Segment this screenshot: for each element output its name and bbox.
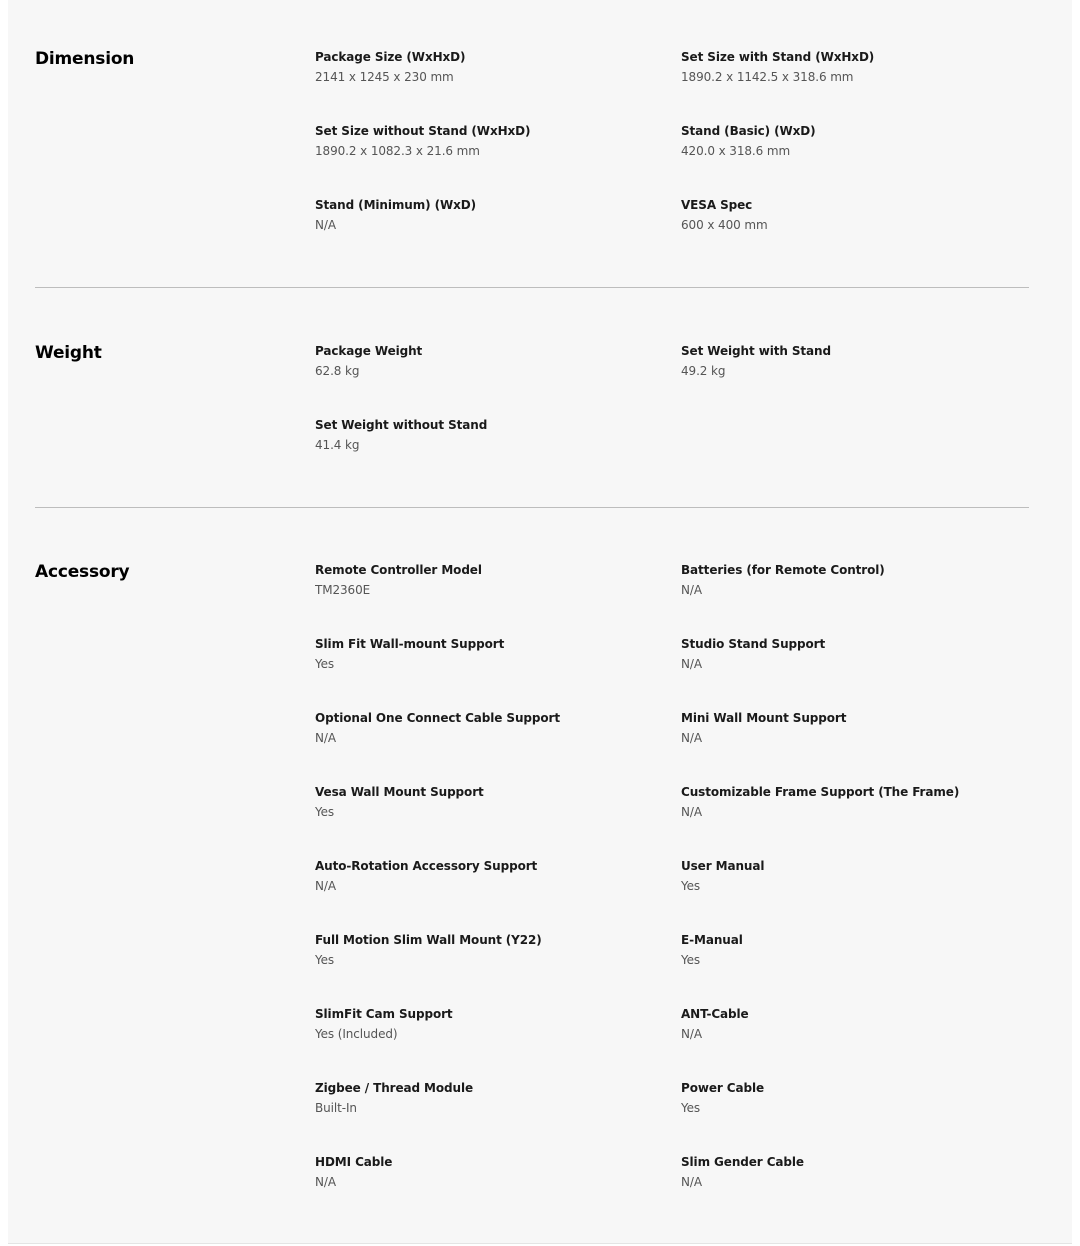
- spec-label: Mini Wall Mount Support: [681, 711, 847, 725]
- spec-item: [681, 560, 1015, 634]
- spec-label: Set Weight with Stand: [681, 344, 831, 358]
- spec-item: [315, 415, 681, 489]
- spec-item: [315, 1078, 681, 1152]
- spec-value: N/A: [681, 583, 702, 597]
- spec-value: Yes: [681, 879, 701, 893]
- spec-label: Set Size without Stand (WxHxD): [315, 124, 531, 138]
- spec-label: ANT-Cable: [681, 1007, 749, 1021]
- spec-value: 600 x 400 mm: [681, 218, 768, 232]
- spec-item: [315, 560, 681, 634]
- spec-value: TM2360E: [315, 583, 371, 597]
- spec-label: SlimFit Cam Support: [315, 1007, 453, 1021]
- spec-label: Zigbee / Thread Module: [315, 1081, 474, 1095]
- spec-value: 1890.2 x 1142.5 x 318.6 mm: [681, 70, 854, 84]
- spec-value: N/A: [681, 1175, 702, 1189]
- spec-item: [681, 47, 1015, 121]
- spec-label: Power Cable: [681, 1081, 765, 1095]
- spec-value: 1890.2 x 1082.3 x 21.6 mm: [315, 144, 480, 158]
- spec-value: 41.4 kg: [315, 438, 360, 452]
- spec-label: Slim Fit Wall-mount Support: [315, 637, 505, 651]
- spec-label: Package Weight: [315, 344, 423, 358]
- spec-item: [681, 930, 1015, 1004]
- spec-item: [315, 1152, 681, 1226]
- spec-grid-accessory: [315, 560, 1015, 1226]
- spec-item: [315, 782, 681, 856]
- spec-value: N/A: [315, 731, 336, 745]
- section-divider: [35, 507, 1029, 508]
- spec-label: Customizable Frame Support (The Frame): [681, 785, 960, 799]
- spec-label: Studio Stand Support: [681, 637, 826, 651]
- spec-item: [681, 341, 1015, 415]
- spec-value: N/A: [681, 1027, 702, 1041]
- spec-label: Stand (Minimum) (WxD): [315, 198, 477, 212]
- spec-item: [315, 930, 681, 1004]
- spec-label: Set Size with Stand (WxHxD): [681, 50, 875, 64]
- spec-item: [681, 1004, 1015, 1078]
- spec-value: N/A: [681, 731, 702, 745]
- spec-item: [681, 121, 1015, 195]
- spec-value: 62.8 kg: [315, 364, 360, 378]
- spec-label: Optional One Connect Cable Support: [315, 711, 560, 725]
- spec-item: [315, 47, 681, 121]
- spec-grid-weight: [315, 341, 1015, 489]
- spec-label: Set Weight without Stand: [315, 418, 488, 432]
- spec-label: Auto-Rotation Accessory Support: [315, 859, 538, 873]
- section-title-weight: Weight: [35, 343, 102, 363]
- spec-label: Package Size (WxHxD): [315, 50, 466, 64]
- spec-value: 49.2 kg: [681, 364, 726, 378]
- spec-value: Yes: [681, 1101, 701, 1115]
- spec-label: User Manual: [681, 859, 765, 873]
- spec-item: [315, 856, 681, 930]
- spec-value: Yes (Included): [315, 1027, 398, 1041]
- spec-label: VESA Spec: [681, 198, 753, 212]
- spec-value: Built-In: [315, 1101, 357, 1115]
- spec-value: N/A: [315, 1175, 336, 1189]
- section-divider: [35, 287, 1029, 288]
- spec-value: Yes: [681, 953, 701, 967]
- spec-label: Slim Gender Cable: [681, 1155, 804, 1169]
- section-title-dimension: Dimension: [35, 49, 135, 69]
- spec-value: N/A: [681, 805, 702, 819]
- spec-item: [681, 708, 1015, 782]
- spec-label: Vesa Wall Mount Support: [315, 785, 484, 799]
- spec-label: Stand (Basic) (WxD): [681, 124, 816, 138]
- spec-grid-dimension: [315, 47, 1015, 269]
- section-title-accessory: Accessory: [35, 562, 130, 582]
- spec-value: N/A: [315, 879, 336, 893]
- spec-item: [315, 1004, 681, 1078]
- spec-value: N/A: [315, 218, 336, 232]
- spec-label: Full Motion Slim Wall Mount (Y22): [315, 933, 542, 947]
- spec-value: 2141 x 1245 x 230 mm: [315, 70, 454, 84]
- spec-item: [681, 856, 1015, 930]
- spec-item: [315, 195, 681, 269]
- spec-item: [681, 634, 1015, 708]
- spec-item: [681, 195, 1015, 269]
- spec-label: Remote Controller Model: [315, 563, 482, 577]
- spec-value: N/A: [681, 657, 702, 671]
- spec-item: [315, 634, 681, 708]
- spec-item: [681, 1152, 1015, 1226]
- spec-value: Yes: [315, 657, 335, 671]
- spec-item: [681, 782, 1015, 856]
- spec-item: [315, 121, 681, 195]
- spec-item: [315, 708, 681, 782]
- spec-value: Yes: [315, 805, 335, 819]
- spec-label: E-Manual: [681, 933, 743, 947]
- spec-item: [315, 341, 681, 415]
- spec-value: Yes: [315, 953, 335, 967]
- spec-value: 420.0 x 318.6 mm: [681, 144, 791, 158]
- spec-label: HDMI Cable: [315, 1155, 393, 1169]
- spec-item: [681, 1078, 1015, 1152]
- panel-bottom-border: [8, 1243, 1072, 1244]
- spec-label: Batteries (for Remote Control): [681, 563, 885, 577]
